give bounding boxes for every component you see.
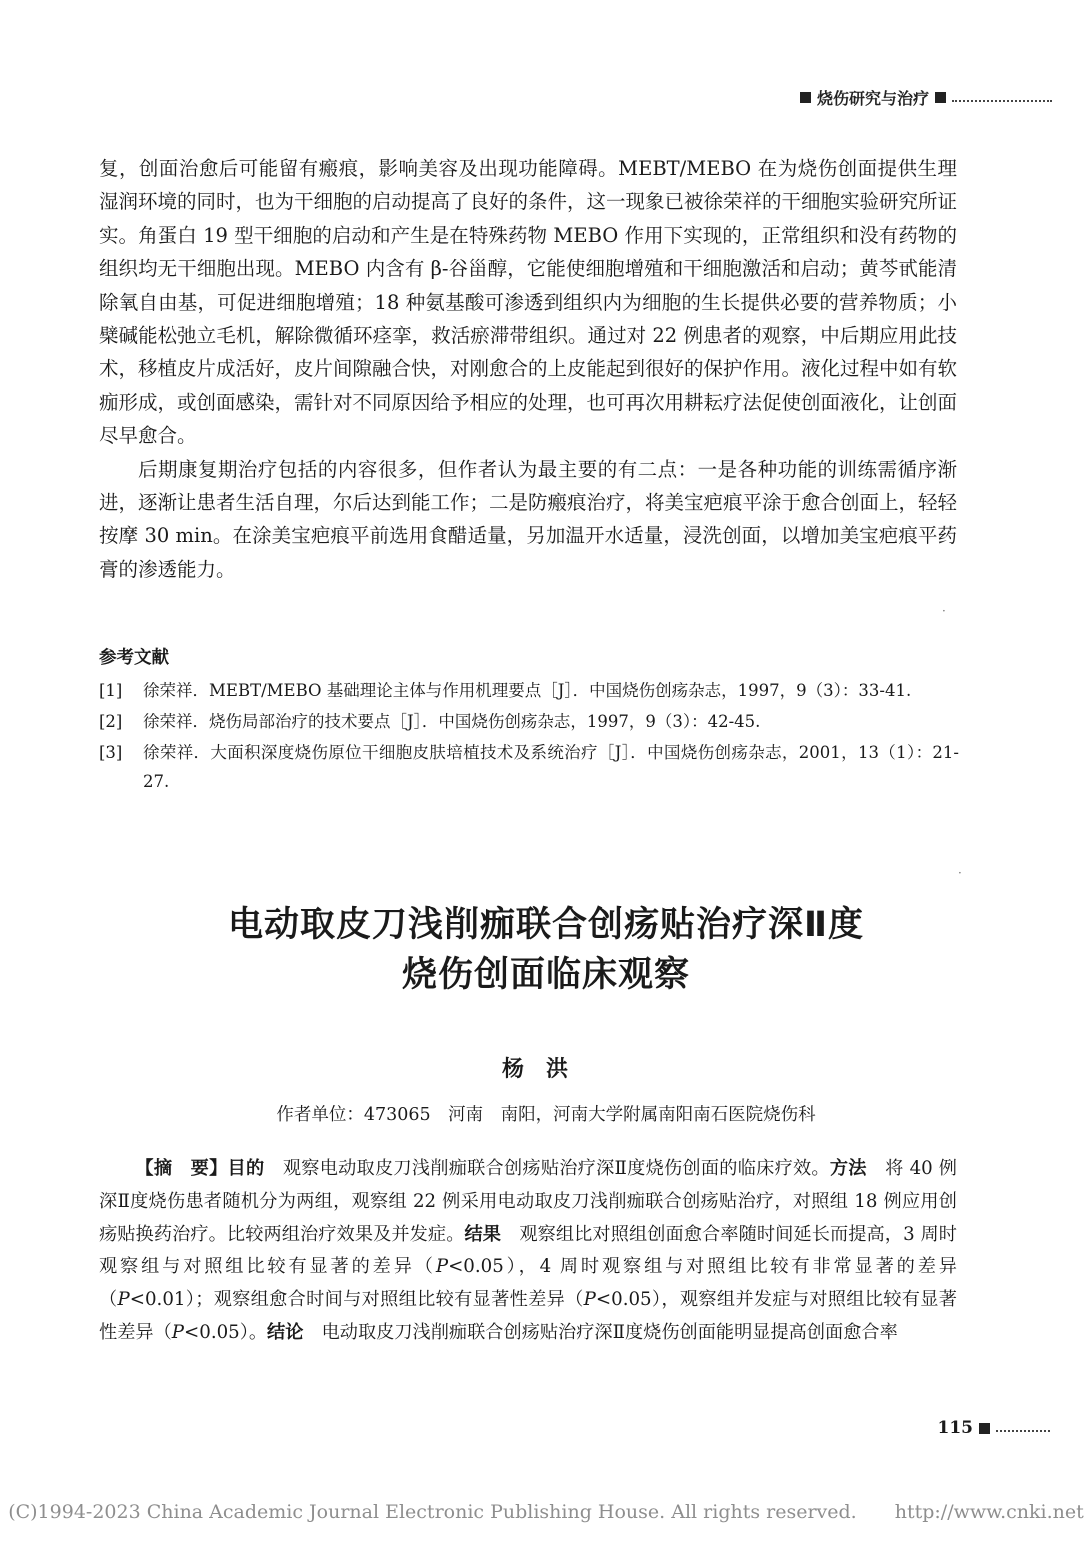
objective-label: 目的 <box>227 1158 265 1179</box>
header-square-bullet <box>800 92 811 103</box>
author-affiliation: 作者单位：473065 河南 南阳，河南大学附属南阳南石医院烧伤科 <box>276 1105 816 1125</box>
article-title-line-2: 烧伤创面临床观察 <box>401 955 690 995</box>
p-value-symbol: P <box>583 1289 596 1311</box>
footer-dotted-rule <box>996 1430 1050 1432</box>
abstract <box>99 1153 957 1350</box>
references-heading: 参考文献 <box>99 648 169 668</box>
header-dotted-rule <box>952 100 1052 102</box>
reference-text: 徐荣祥．大面积深度烧伤原位干细胞皮肤培植技术及系统治疗［J］．中国烧伤创疡杂志，2001，13（1）：21-27. <box>143 743 959 791</box>
body-text <box>99 152 957 586</box>
footer-square-bullet <box>979 1423 990 1434</box>
results-text: <0.05），观察组并发症与对照组比较有显著性差异（ <box>99 1289 957 1343</box>
scan-speck: · <box>958 866 962 880</box>
reference-number: [2] <box>99 712 123 731</box>
scan-speck: · <box>942 604 946 618</box>
running-header-section: 烧伤研究与治疗 <box>816 89 929 108</box>
reference-number: [3] <box>99 743 123 762</box>
article-title <box>100 900 992 1000</box>
p-value-symbol: P <box>117 1289 130 1311</box>
copyright-watermark: (C)1994-2023 China Academic Journal Electronic Publishing House. All rights reserved. http://www.cnki.net <box>8 1501 1084 1523</box>
header-square-bullet <box>935 92 946 103</box>
page-number-block <box>938 1418 1051 1438</box>
objective-text: 观察电动取皮刀浅削痂联合创疡贴治疗深Ⅱ度烧伤创面的临床疗效。 <box>264 1158 830 1179</box>
p-value-symbol: P <box>435 1256 449 1278</box>
reference-item <box>99 676 959 705</box>
p-value-symbol: P <box>171 1321 185 1343</box>
conclusion-text: 电动取皮刀浅削痂联合创疡贴治疗深Ⅱ度烧伤创面能明显提高创面愈合率 <box>303 1321 898 1343</box>
methods-text: 将 40 例深Ⅱ度烧伤患者随机分为两组，观察组 22 例采用电动取皮刀浅削痂联合创疡贴治疗，对照组 18 例应用创疡贴换药治疗。比较两组治疗效果及并发症。 <box>99 1158 957 1245</box>
abstract-label: 【摘 要】 <box>135 1158 228 1179</box>
article-author: 杨洪 <box>501 1057 590 1082</box>
reference-text: 徐荣祥．MEBT/MEBO 基础理论主体与作用机理要点［J］．中国烧伤创疡杂志，1997，9（3）：33-41. <box>143 681 912 700</box>
body-paragraph-2: 后期康复期治疗包括的内容很多，但作者认为最主要的有二点：一是各种功能的训练需循序渐进，逐渐让患者生活自理，尔后达到能工作；二是防瘢痕治疗，将美宝疤痕平涂于愈合创面上，轻轻按摩 30 min。在涂美宝疤痕平前选用食醋适量，另加温开水适量，浸洗创面，以增加美宝疤痕平药膏的渗透能力。 <box>99 457 958 581</box>
reference-text: 徐荣祥．烧伤局部治疗的技术要点［J］．中国烧伤创疡杂志，1997，9（3）：42-45. <box>143 712 761 731</box>
reference-item <box>99 738 959 796</box>
body-paragraph-1: 复，创面治愈后可能留有瘢痕，影响美容及出现功能障碍。MEBT/MEBO 在为烧伤创面提供生理湿润环境的同时，也为干细胞的启动提高了良好的条件，这一现象已被徐荣祥的干细胞实验研究所证实。角蛋白 19 型干细胞的启动和产生是在特殊药物 MEBO 作用下实现的，正常组织和没有药物的组织均无干细胞出现。MEBO 内含有 β-谷甾醇，它能使细胞增殖和干细胞激活和启动；黄芩甙能清除氧自由基，可促进细胞增殖；18 种氨基酸可渗透到组织内为细胞的生长提供必要的营养物质；小檗碱能松弛立毛机，解除微循环痉挛，救活瘀滞带组织。通过对 22 例患者的观察，中后期应用此技术，移植皮片成活好，皮片间隙融合快，对刚愈合的上皮能起到很好的保护作用。液化过程中如有软痂形成，或创面感染，需针对不同原因给予相应的处理，也可再次用耕耘疗法促使创面液化，让创面尽早愈合。 <box>99 157 958 448</box>
reference-item <box>99 707 959 736</box>
conclusion-label: 结论 <box>267 1321 304 1343</box>
article-title-line-1: 电动取皮刀浅削痂联合创疡贴治疗深Ⅱ度 <box>227 905 865 945</box>
page-number: 115 <box>937 1418 973 1438</box>
reference-number: [1] <box>99 681 123 700</box>
results-text: <0.05）。 <box>184 1321 268 1343</box>
results-text: 观察组比对照组创面愈合率随时间延长而提高，3 周时观察组与对照组比较有显著的差异（ <box>99 1223 957 1278</box>
results-text: <0.01）；观察组愈合时间与对照组比较有显著性差异（ <box>129 1289 584 1311</box>
methods-label: 方法 <box>829 1158 867 1179</box>
results-label: 结果 <box>464 1223 502 1245</box>
running-header <box>800 86 1052 109</box>
results-text: <0.05），4 周时观察组与对照组比较有非常显著的差异（ <box>99 1256 957 1311</box>
abstract-paragraph <box>99 1153 957 1350</box>
references-list <box>99 676 959 798</box>
